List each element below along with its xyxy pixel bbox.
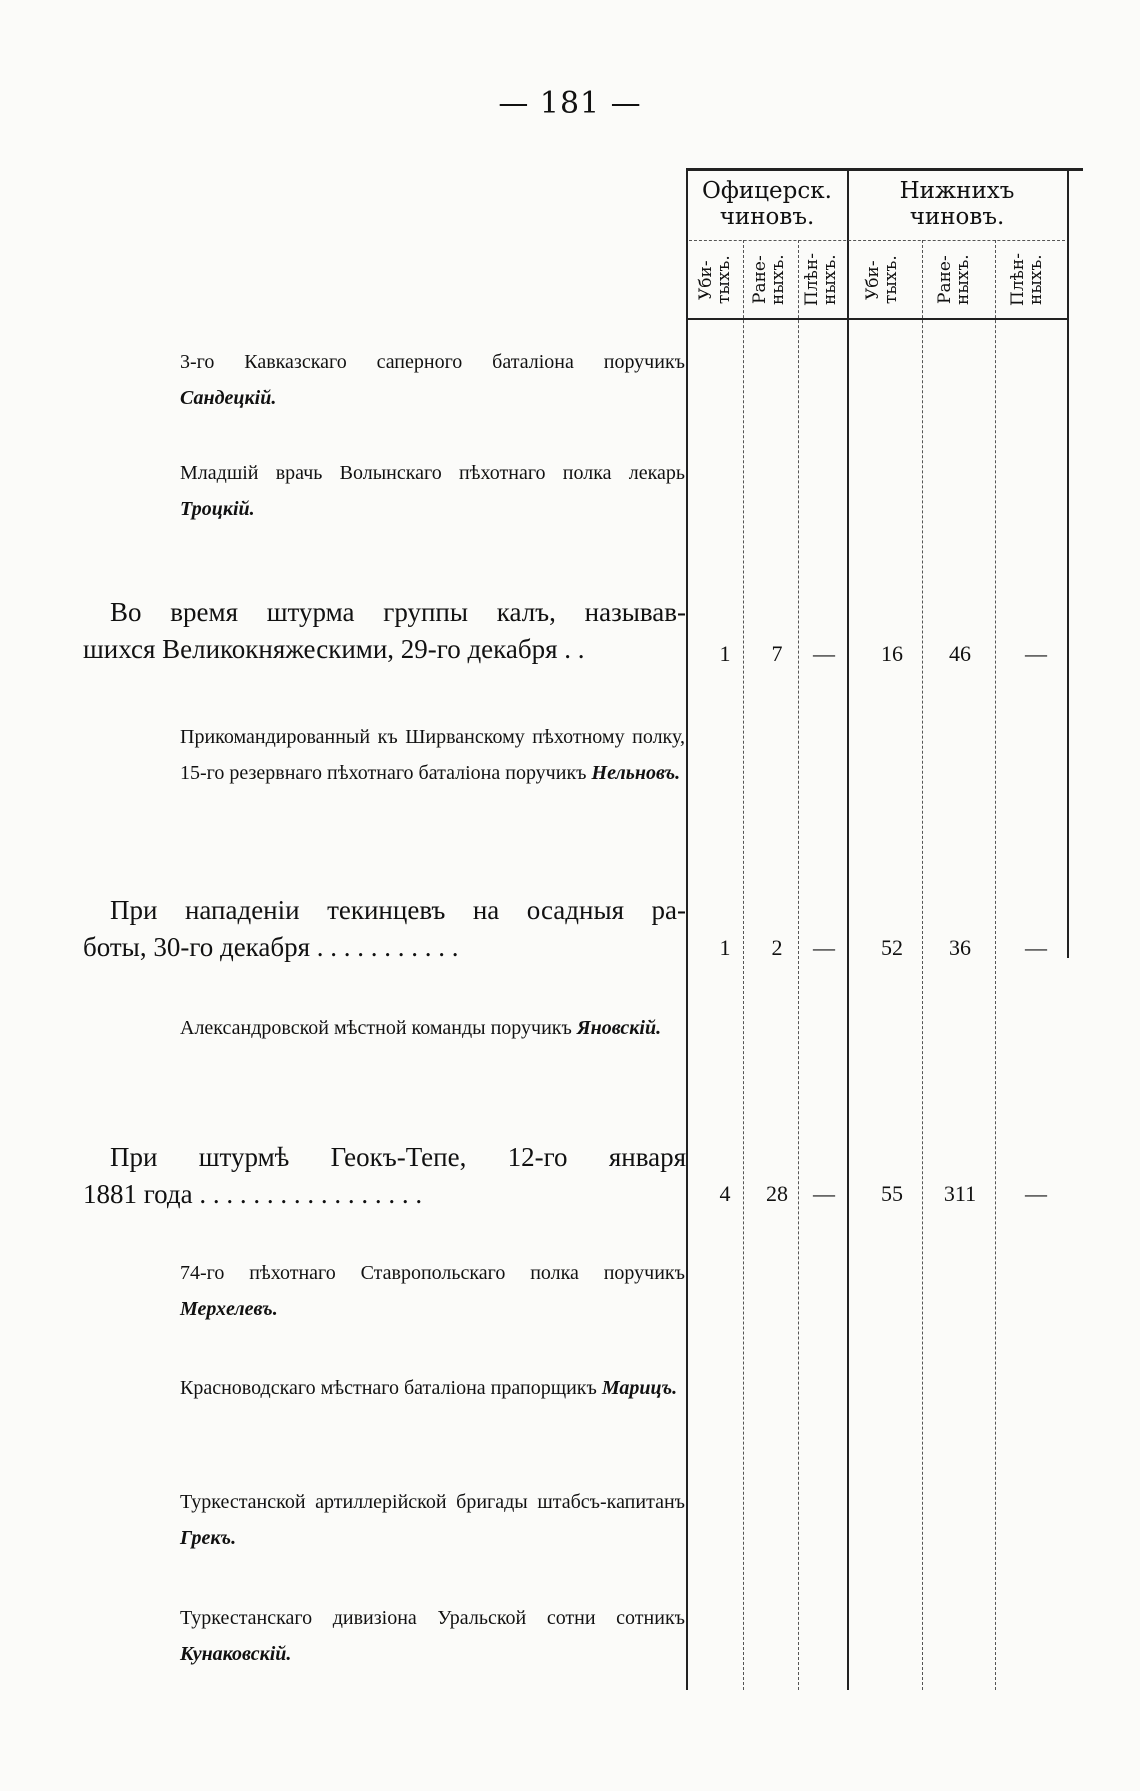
person-name: Грекъ. (180, 1527, 237, 1549)
entry-sandetsky: 3-го Кавказскаго саперного баталіона поручикъ Сандецкій. (180, 351, 685, 409)
ev3-officers-killed: 4 (719, 1181, 731, 1206)
event-great-princely-forts: Во время штурма группы калъ, называв- шихся Великокняжескими, 29-го декабря . . (83, 597, 686, 664)
ev2-officers-killed: 1 (719, 935, 731, 960)
event-geok-tepe-assault: При штурмѣ Геокъ-Тепе, 12-го января 1881 года . . . . . . . . . . . . . . . . . (83, 1142, 686, 1209)
person-name: Марицъ. (601, 1377, 678, 1399)
entry-merkhelev: 74-го пѣхотнаго Ставропольскаго полка поручикъ Мерхелевъ. (180, 1262, 685, 1320)
entry-yanovsky: Александровской мѣстной команды поручикъ Яновскій. (180, 1017, 662, 1039)
ev1-officers-captured: — (813, 641, 835, 666)
col-officers-killed: Уби- тыхъ. (696, 255, 734, 305)
ev2-officers-wounded: 2 (771, 935, 783, 960)
col-officers-wounded: Ране- ныхъ. (750, 254, 788, 306)
ev2-lower-killed: 52 (881, 935, 903, 960)
ev2-officers-captured: — (813, 935, 835, 960)
lower-ranks-header: Нижнихъ чиновъ. (899, 178, 1015, 230)
ev3-lower-wounded: 311 (943, 1181, 977, 1206)
entry-kunakovsky: Туркестанскаго дивизіона Уральской сотни сотникъ Кунаковскій. (180, 1607, 685, 1665)
page-number: — 181 — (498, 86, 642, 121)
ev2-lower-captured: — (1025, 935, 1047, 960)
ev3-officers-wounded: 28 (766, 1181, 788, 1206)
ev3-officers-captured: — (813, 1181, 835, 1206)
person-name: Яновскій. (576, 1017, 662, 1039)
officers-header: Офицерск. чиновъ. (702, 178, 832, 230)
person-name: Сандецкій. (180, 387, 277, 409)
ev2-lower-wounded: 36 (949, 935, 971, 960)
ev1-lower-killed: 16 (881, 641, 903, 666)
ev1-lower-wounded: 46 (949, 641, 971, 666)
ev1-officers-killed: 1 (719, 641, 731, 666)
event-tekin-attack: При нападеніи текинцевъ на осадныя ра- боты, 30-го декабря . . . . . . . . . . . (83, 895, 686, 962)
ev1-lower-captured: — (1025, 641, 1047, 666)
person-name: Троцкій. (180, 498, 255, 520)
entry-nelnov: Прикомандированный къ Ширванскому пѣхотному полку, 15-го резервнаго пѣхотнаго баталіона поручикъ Нельновъ. (180, 726, 685, 784)
col-lower-wounded: Ране- ныхъ. (935, 254, 973, 306)
ev3-lower-captured: — (1025, 1181, 1047, 1206)
col-lower-killed: Уби- тыхъ. (863, 255, 901, 305)
ev1-officers-wounded: 7 (771, 641, 783, 666)
person-name: Мерхелевъ. (180, 1298, 278, 1320)
col-officers-captured: Плѣн- ныхъ. (802, 253, 840, 307)
person-name: Нельновъ. (591, 762, 681, 784)
entry-trotsky: Младшій врачь Волынскаго пѣхотнаго полка лекарь Троцкій. (180, 462, 685, 520)
entry-grek: Туркестанской артиллерійской бригады штабсъ-капитанъ Грекъ. (180, 1491, 685, 1549)
entry-marits: Красноводскаго мѣстнаго баталіона прапорщикъ Марицъ. (180, 1377, 678, 1399)
ev3-lower-killed: 55 (881, 1181, 903, 1206)
col-lower-captured: Плѣн- ныхъ. (1008, 253, 1046, 307)
person-name: Кунаковскій. (180, 1643, 292, 1665)
